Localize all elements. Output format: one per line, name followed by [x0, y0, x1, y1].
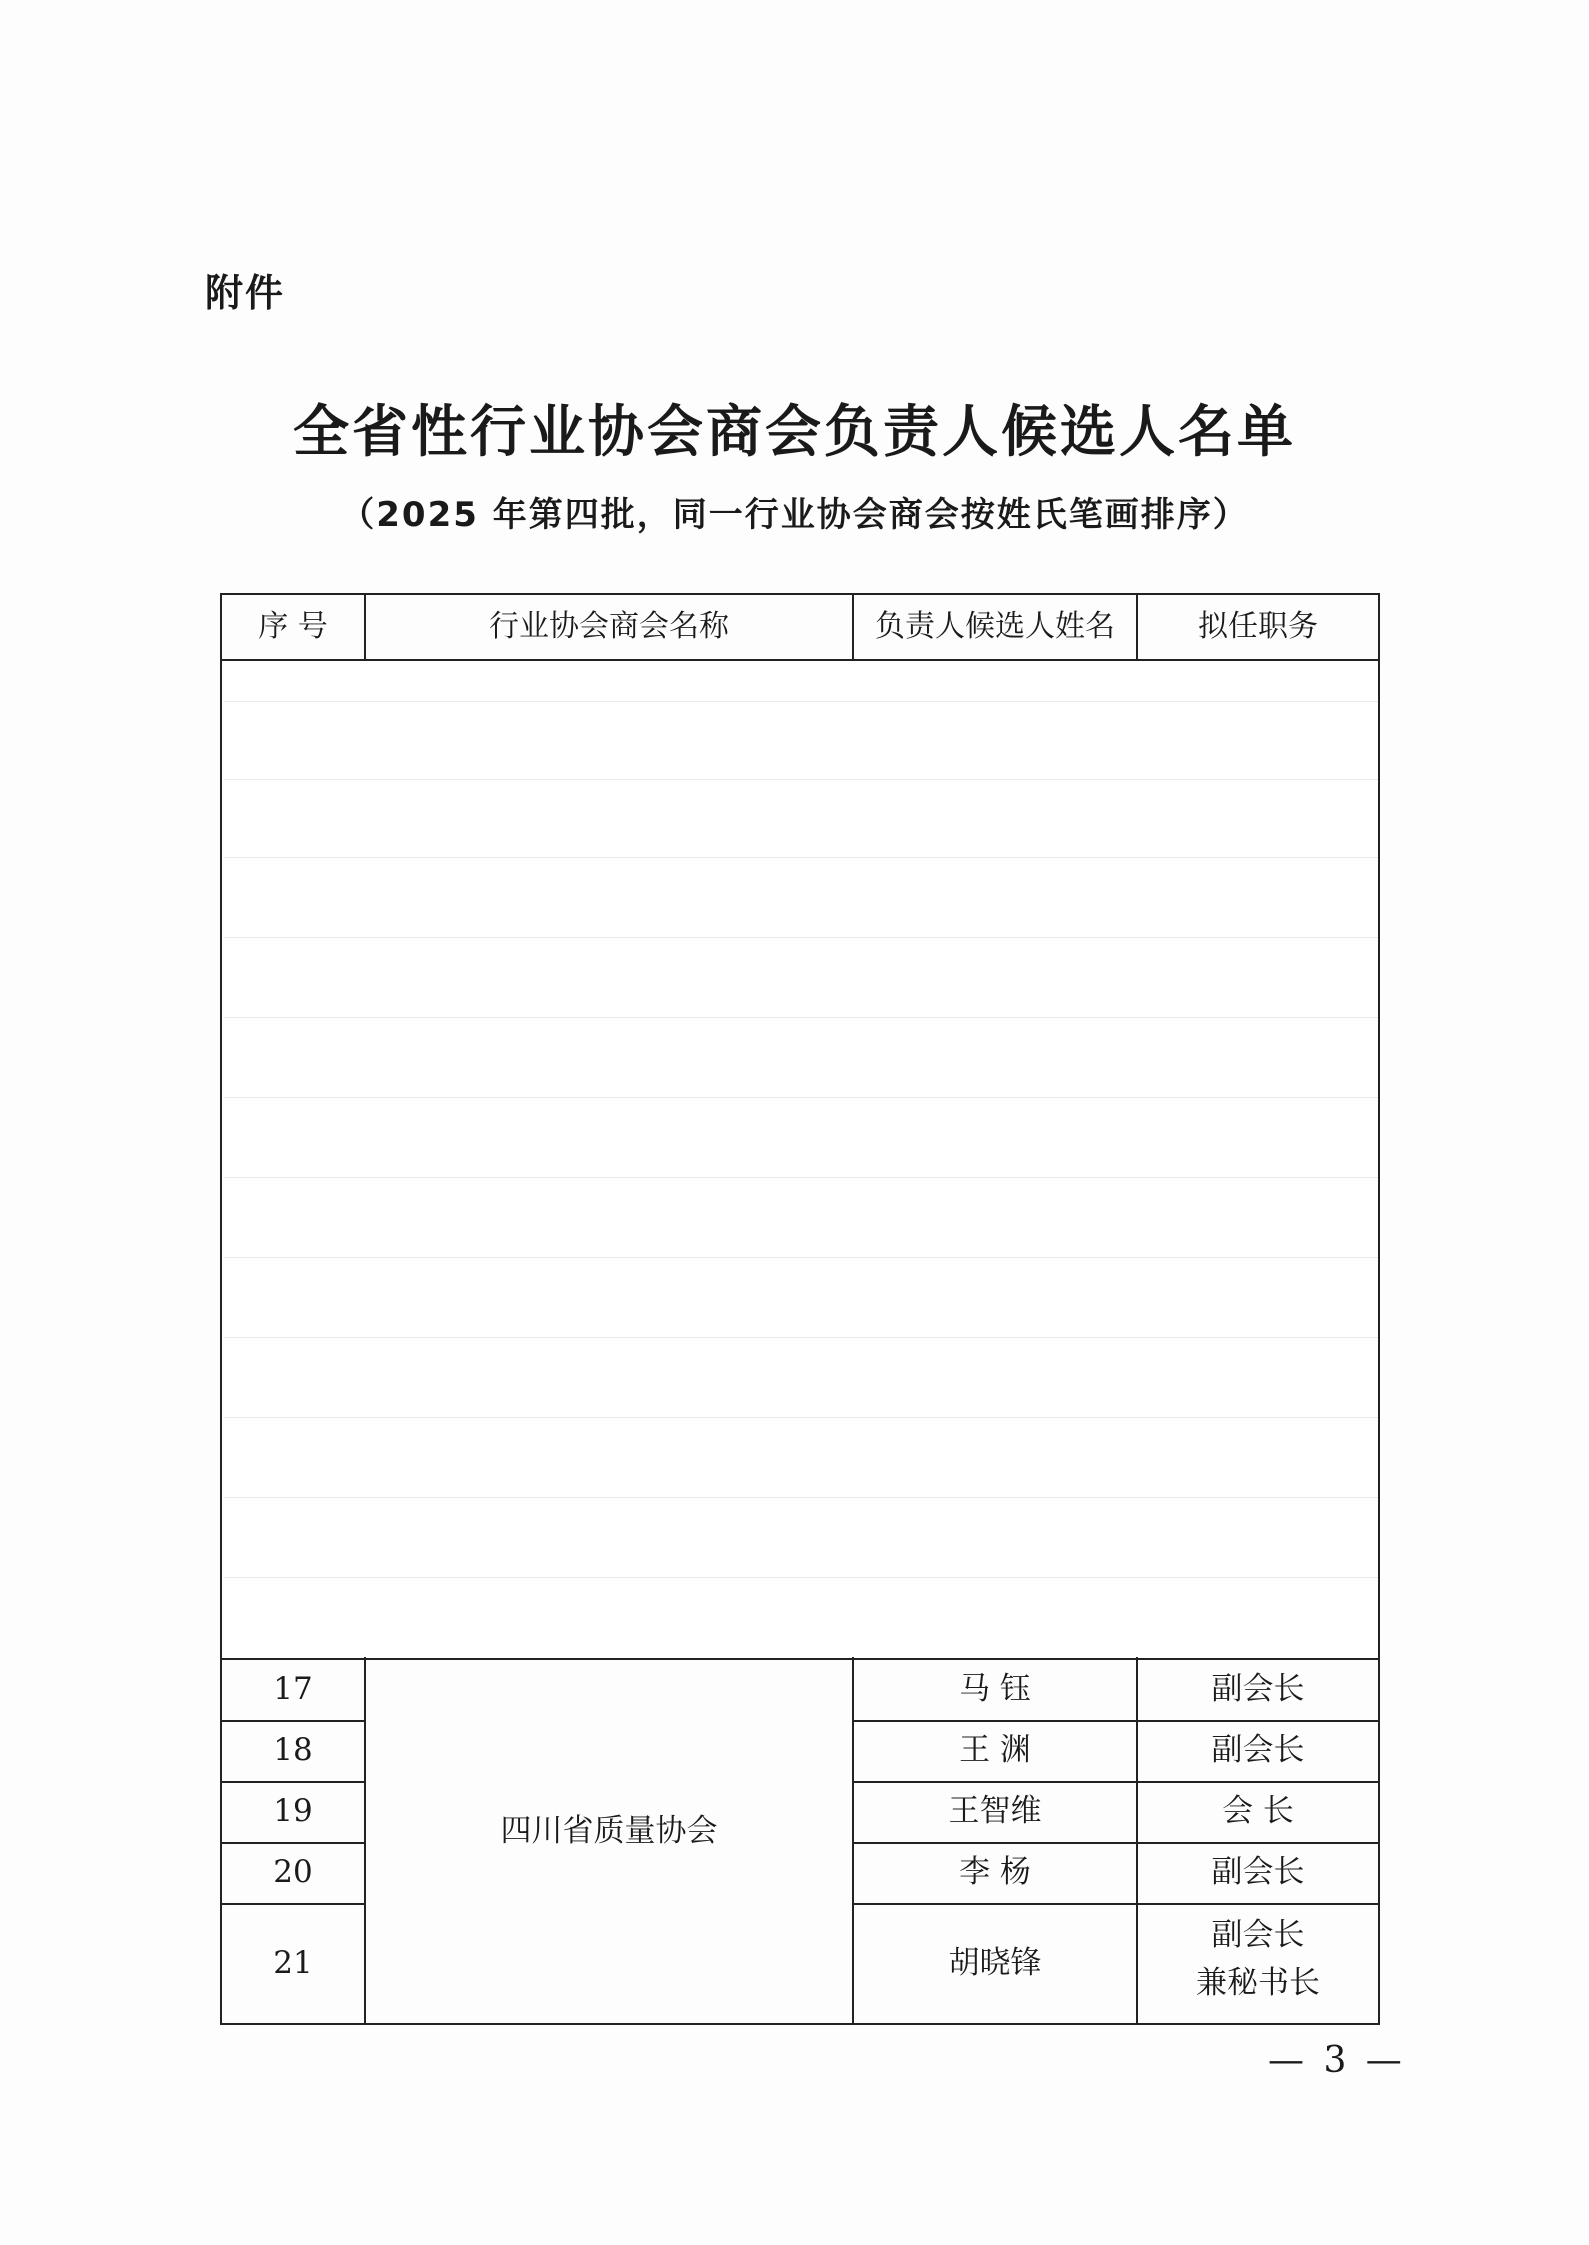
row-divider: [852, 1781, 1378, 1783]
candidate-table: [220, 593, 1380, 2025]
row-divider: [852, 1720, 1378, 1722]
row-divider: [222, 1903, 364, 1905]
row-position: 副会长: [1211, 1732, 1305, 1768]
row-seq: 18: [273, 1732, 313, 1768]
row-position: 副会长: [1211, 1671, 1305, 1707]
row-position: 副会长: [1211, 1917, 1305, 1953]
document-subtitle: （2025 年第四批，同一行业协会商会按姓氏笔画排序）: [340, 495, 1249, 535]
header-seq: 序 号: [258, 609, 328, 644]
row-candidate-name: 马 钰: [959, 1671, 1031, 1707]
row-divider: [222, 1720, 364, 1722]
row-divider: [222, 1781, 364, 1783]
header-association: 行业协会商会名称: [489, 609, 729, 644]
row-candidate-name: 王 渊: [959, 1732, 1031, 1768]
row-candidate-name: 胡晓锋: [948, 1945, 1042, 1981]
row-divider: [222, 1658, 1378, 1660]
row-position: 会 长: [1222, 1793, 1294, 1829]
row-divider: [852, 1903, 1378, 1905]
row-seq: 19: [273, 1793, 313, 1829]
row-seq: 17: [273, 1671, 313, 1707]
row-divider: [222, 1842, 364, 1844]
header-position: 拟任职务: [1198, 609, 1318, 644]
row-seq: 20: [273, 1854, 313, 1890]
row-seq: 21: [273, 1945, 313, 1981]
page-number: — 3 —: [1268, 2040, 1406, 2081]
attachment-label: 附件: [205, 271, 286, 315]
row-divider: [852, 1842, 1378, 1844]
row-candidate-name: 李 杨: [959, 1854, 1031, 1890]
row-candidate-name: 王智维: [948, 1793, 1042, 1829]
row-position-line2: 兼秘书长: [1196, 1965, 1320, 2001]
document-title: 全省性行业协会商会负责人候选人名单: [293, 400, 1296, 465]
row-position: 副会长: [1211, 1854, 1305, 1890]
association-name: 四川省质量协会: [500, 1813, 718, 1849]
header-candidate-name: 负责人候选人姓名: [875, 609, 1115, 644]
redacted-area: [224, 661, 1378, 1657]
